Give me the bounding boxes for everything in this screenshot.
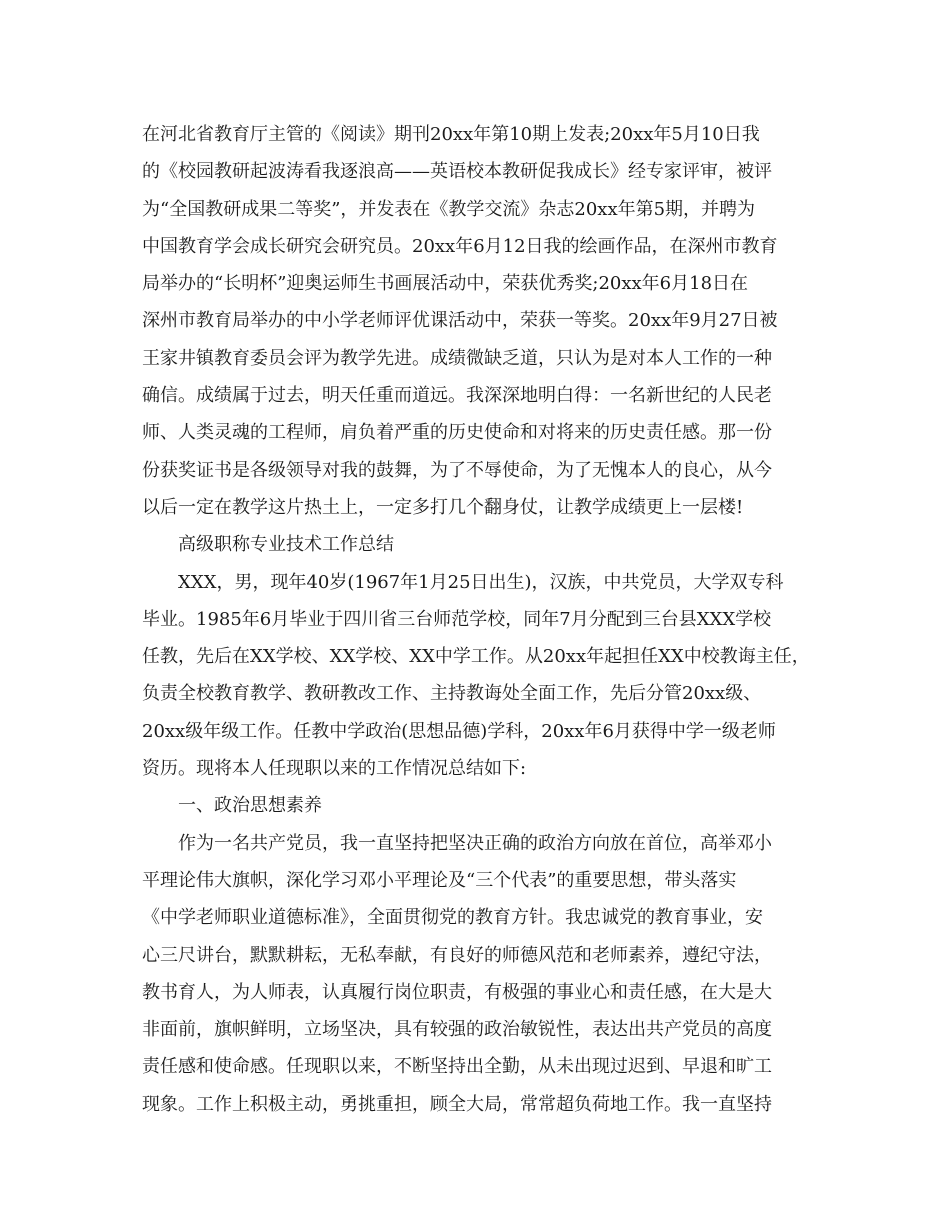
text-line: 责任感和使命感。任现职以来，不断坚持出全勤，从未出现过迟到、早退和旷工	[142, 1056, 772, 1078]
text-line: 中国教育学会成长研究会研究员。20xx年6月12日我的绘画作品，在深州市教育	[142, 235, 778, 257]
text-line: 局举办的“长明杯”迎奥运师生书画展活动中，荣获优秀奖;20xx年6月18日在	[142, 273, 749, 295]
text-line: 在河北省教育厅主管的《阅读》期刊20xx年第10期上发表;20xx年5月10日我	[142, 124, 760, 145]
text-line: 毕业。1985年6月毕业于四川省三台师范学校，同年7月分配到三台县XXX学校	[142, 608, 772, 630]
text-line: 为“全国教研成果二等奖”，并发表在《教学交流》杂志20xx年第5期，并聘为	[142, 198, 756, 220]
document-body	[142, 116, 842, 1123]
text-line: 非面前，旗帜鲜明，立场坚决，具有较强的政治敏锐性，表达出共产党员的高度	[142, 1019, 772, 1041]
text-line: 的《校园教研起波涛看我逐浪高——英语校本教研促我成长》经专家评审，被评	[142, 161, 772, 183]
text-line: 平理论伟大旗帜，深化学习邓小平理论及“三个代表”的重要思想，带头落实	[142, 869, 737, 891]
text-line: XXX，男，现年40岁(1967年1月25日出生)，汉族，中共党员，大学双专科	[178, 571, 784, 593]
text-line: 20xx级年级工作。任教中学政治(思想品德)学科，20xx年6月获得中学一级老师	[142, 720, 776, 742]
text-line: 王家井镇教育委员会评为教学先进。成绩微缺乏道，只认为是对本人工作的一种	[142, 347, 772, 369]
section-heading: 高级职称专业技术工作总结	[178, 534, 394, 556]
text-line: 确信。成绩属于过去，明天任重而道远。我深深地明白得：一名新世纪的人民老	[142, 385, 772, 407]
text-line: 心三尺讲台，默默耕耘，无私奉献，有良好的师德风范和老师素养，遵纪守法，	[142, 944, 772, 966]
text-line: 以后一定在教学这片热土上，一定多打几个翻身仗，让教学成绩更上一层楼!	[142, 496, 744, 518]
text-line: 教书育人，为人师表，认真履行岗位职责，有极强的事业心和责任感，在大是大	[142, 981, 772, 1003]
text-line: 《中学老师职业道德标准》，全面贯彻党的教育方针。我忠诚党的教育事业，安	[142, 907, 763, 929]
text-line: 份获奖证书是各级领导对我的鼓舞，为了不辱使命，为了无愧本人的良心，从今	[142, 459, 772, 481]
text-line: 负责全校教育教学、教研教改工作、主持教诲处全面工作，先后分管20xx级、	[142, 683, 762, 705]
text-line: 现象。工作上积极主动，勇挑重担，顾全大局，常常超负荷地工作。我一直坚持	[142, 1093, 772, 1115]
text-line: 任教，先后在XX学校、XX学校、XX中学工作。从20xx年起担任XX中校教诲主任，	[142, 646, 810, 668]
text-line: 作为一名共产党员，我一直坚持把坚决正确的政治方向放在首位，高举邓小	[178, 832, 772, 854]
text-line: 师、人类灵魂的工程师，肩负着严重的历史使命和对将来的历史责任感。那一份	[142, 422, 772, 444]
section-heading: 一、政治思想素养	[178, 795, 322, 817]
text-line: 资历。现将本人任现职以来的工作情况总结如下:	[142, 758, 527, 780]
text-line: 深州市教育局举办的中小学老师评优课活动中，荣获一等奖。20xx年9月27日被	[142, 310, 778, 332]
